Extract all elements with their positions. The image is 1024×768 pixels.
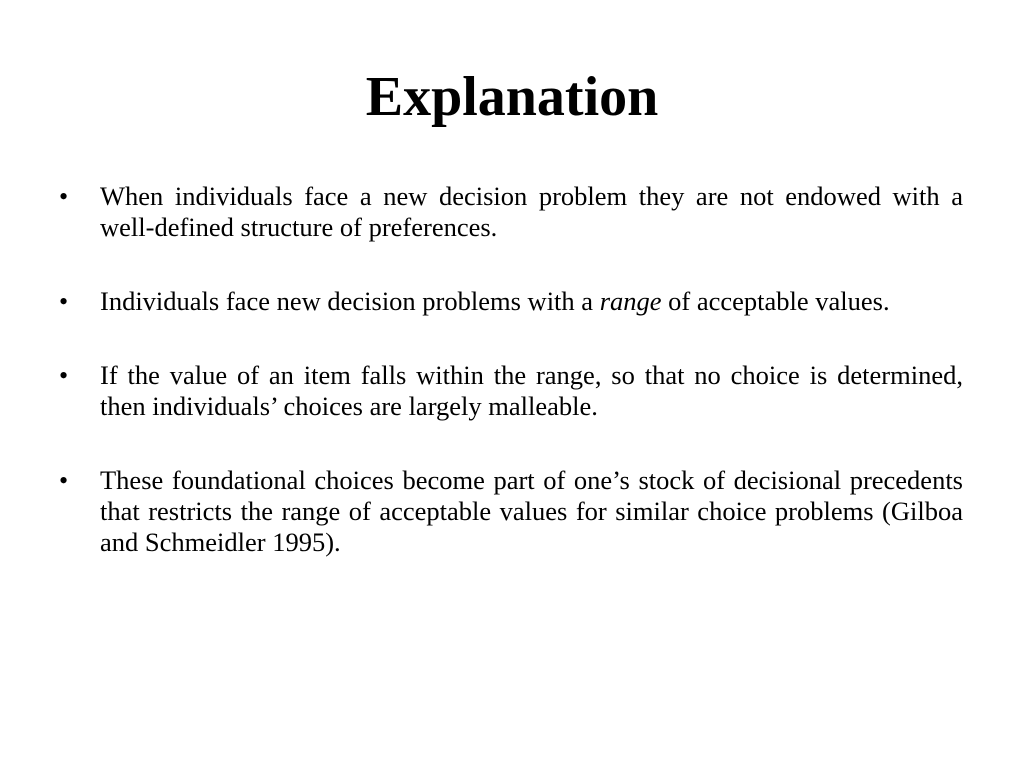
bullet-text: These foundational choices become part of one’s stock of decisional precedents that restricts the range of acceptable values for similar choice problems (Gilboa and Schmeidler 1995). [100, 465, 963, 557]
bullet-item-2 [57, 286, 963, 317]
bullet-text: When individuals face a new decision problem they are not endowed with a well-defined structure of preferences. [100, 181, 963, 242]
bullet-list [57, 181, 963, 601]
slide-title: Explanation [365, 66, 659, 128]
bullet-icon: • [59, 361, 69, 390]
bullet-item-3 [57, 360, 963, 422]
bullet-text: If the value of an item falls within the range, so that no choice is determined, then individuals’ choices are largely malleable. [100, 360, 963, 421]
bullet-item-1 [57, 181, 963, 243]
bullet-icon: • [59, 466, 69, 495]
bullet-item-4 [57, 465, 963, 558]
bullet-icon: • [59, 287, 69, 316]
bullet-text-after: of acceptable values. [661, 286, 890, 316]
bullet-text-before: Individuals face new decision problems with a [100, 286, 600, 316]
bullet-icon: • [59, 182, 69, 211]
bullet-text-emphasis: range [599, 286, 662, 316]
